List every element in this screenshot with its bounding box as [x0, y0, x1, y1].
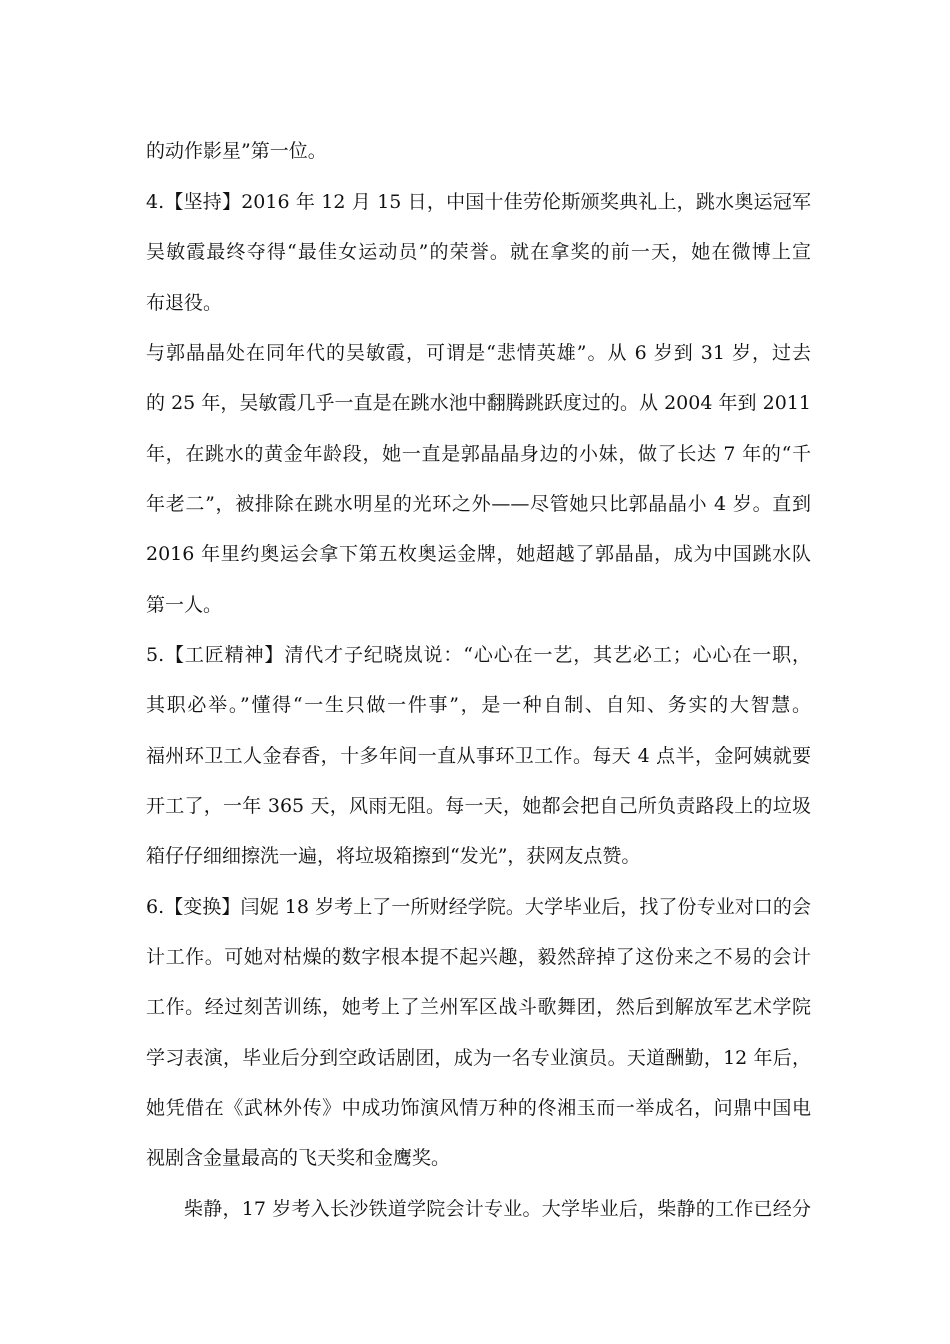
text-line: 年老二”，被排除在跳水明星的光环之外——尽管她只比郭晶晶小 4 岁。直到: [146, 493, 811, 515]
text-line: 其职必举。”懂得“一生只做一件事”，是一种自制、自知、务实的大智慧。: [146, 694, 811, 716]
text-line: 与郭晶晶处在同年代的吴敏霞，可谓是“悲情英雄”。从 6 岁到 31 岁，过去: [146, 342, 811, 364]
text-line: 4.【坚持】2016 年 12 月 15 日，中国十佳劳伦斯颁奖典礼上，跳水奥运冠军: [146, 191, 811, 213]
text-line: 2016 年里约奥运会拿下第五枚奥运金牌，她超越了郭晶晶，成为中国跳水队: [146, 543, 811, 565]
text-line: 年，在跳水的黄金年龄段，她一直是郭晶晶身边的小妹，做了长达 7 年的“千: [146, 443, 811, 465]
text-line: 的动作影星”第一位。: [146, 140, 327, 162]
text-line: 箱仔仔细细擦洗一遍，将垃圾箱擦到“发光”，获网友点赞。: [146, 845, 641, 867]
text-line: 第一人。: [146, 594, 223, 616]
text-line: 学习表演，毕业后分到空政话剧团，成为一名专业演员。天道酬勤，12 年后，: [146, 1047, 811, 1069]
text-line: 柴静，17 岁考入长沙铁道学院会计专业。大学毕业后，柴静的工作已经分: [184, 1198, 811, 1220]
text-line: 她凭借在《武林外传》中成功饰演风情万种的佟湘玉而一举成名，问鼎中国电: [146, 1097, 811, 1119]
text-line: 计工作。可她对枯燥的数字根本提不起兴趣，毅然辞掉了这份来之不易的会计: [146, 946, 811, 968]
text-line: 福州环卫工人金春香，十多年间一直从事环卫工作。每天 4 点半，金阿姨就要: [146, 745, 811, 767]
text-line: 工作。经过刻苦训练，她考上了兰州军区战斗歌舞团，然后到解放军艺术学院: [146, 996, 811, 1018]
text-line: 布退役。: [146, 292, 223, 314]
text-line: 视剧含金量最高的飞天奖和金鹰奖。: [146, 1147, 451, 1169]
text-line: 吴敏霞最终夺得“最佳女运动员”的荣誉。就在拿奖的前一天，她在微博上宣: [146, 241, 811, 263]
text-line: 6.【变换】闫妮 18 岁考上了一所财经学院。大学毕业后，找了份专业对口的会: [146, 896, 811, 918]
text-line: 的 25 年，吴敏霞几乎一直是在跳水池中翻腾跳跃度过的。从 2004 年到 2011: [146, 392, 811, 414]
text-line: 5.【工匠精神】清代才子纪晓岚说：“心心在一艺，其艺必工；心心在一职，: [146, 644, 811, 666]
text-line: 开工了，一年 365 天，风雨无阻。每一天，她都会把自己所负责路段上的垃圾: [146, 795, 811, 817]
